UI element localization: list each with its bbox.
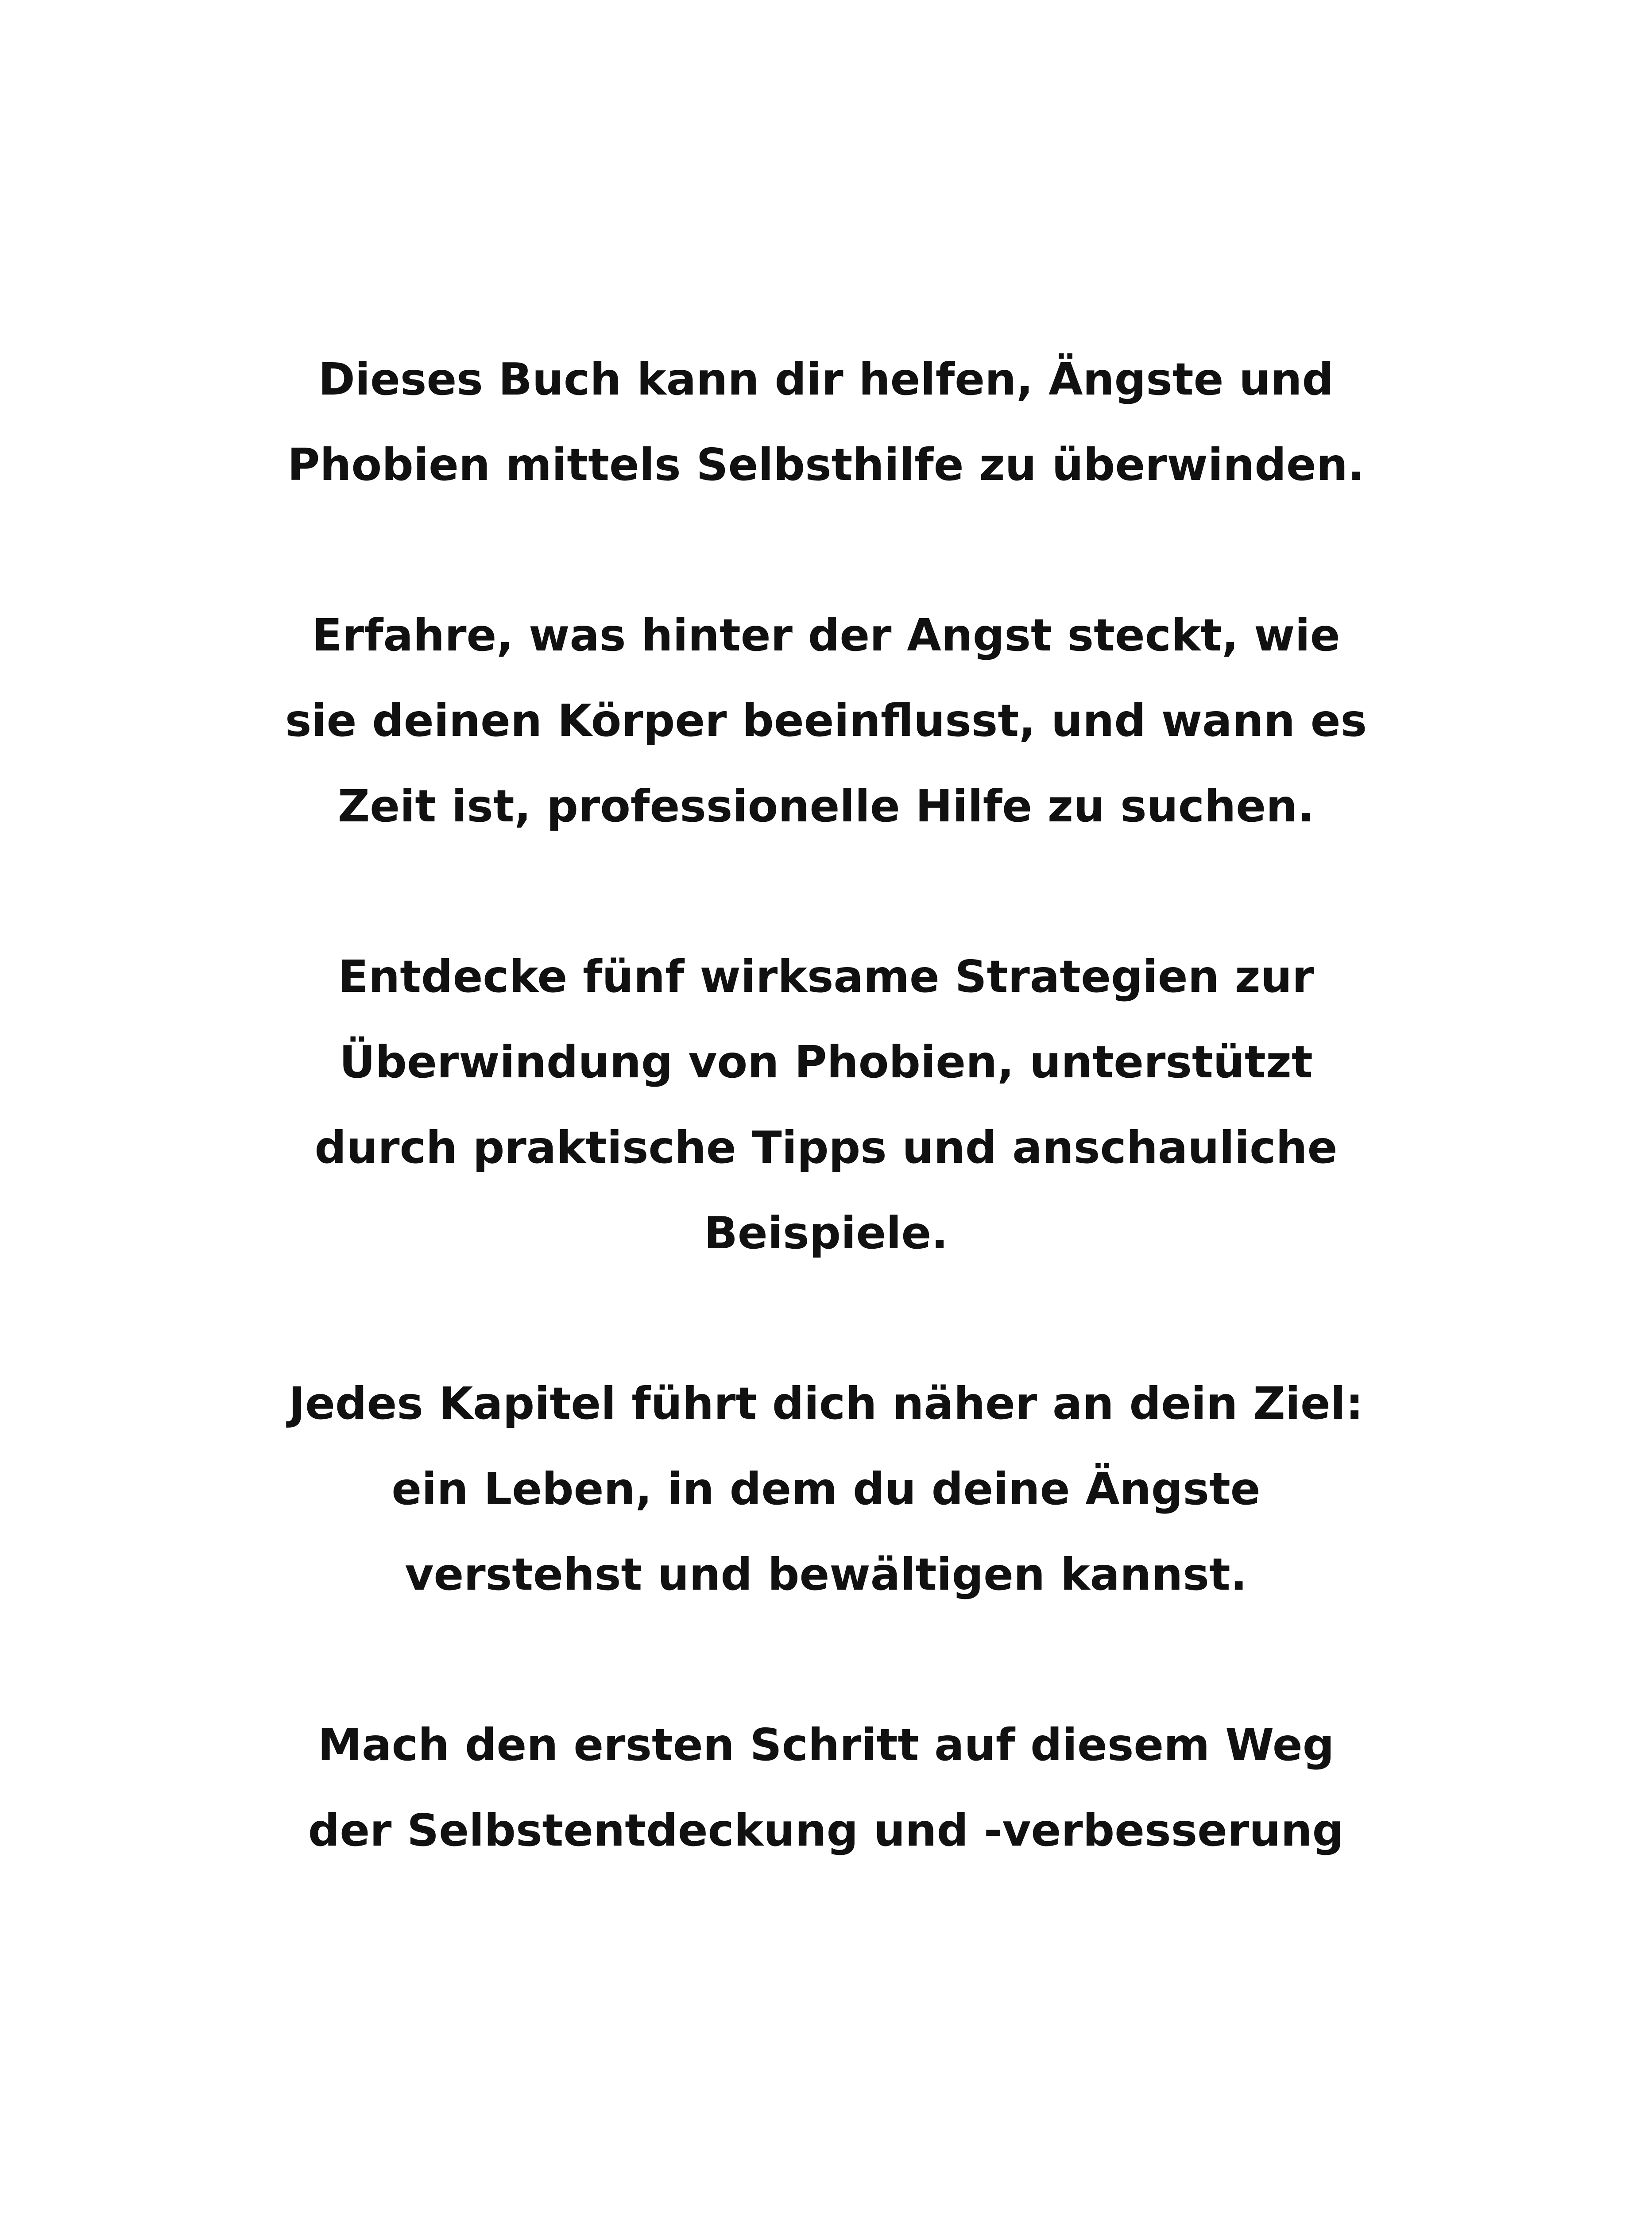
text-line: Entdecke fünf wirksame Strategien zur bbox=[338, 951, 1314, 1002]
text-line: Zeit ist, professionelle Hilfe zu suchen. bbox=[337, 780, 1315, 832]
text-line: Phobien mittels Selbsthilfe zu überwinden. bbox=[287, 439, 1365, 491]
text-line: Dieses Buch kann dir helfen, Ängste und bbox=[318, 353, 1334, 405]
text-line: Mach den ersten Schritt auf diesem Weg bbox=[317, 1719, 1335, 1771]
blurb-text bbox=[0, 337, 1652, 1958]
text-line: Erfahre, was hinter der Angst steckt, wie bbox=[312, 609, 1340, 661]
text-line: Beispiele. bbox=[704, 1207, 948, 1259]
paragraph-chapters bbox=[0, 1361, 1652, 1617]
text-line: Überwindung von Phobien, unterstützt bbox=[339, 1036, 1313, 1088]
text-line: Jedes Kapitel führt dich näher an dein Ziel: bbox=[288, 1378, 1364, 1429]
text-line: der Selbstentdeckung und -verbesserung bbox=[308, 1804, 1344, 1856]
paragraph-call-to-action bbox=[0, 1702, 1652, 1873]
text-line: verstehst und bewältigen kannst. bbox=[405, 1548, 1247, 1600]
text-line: ein Leben, in dem du deine Ängste bbox=[391, 1463, 1261, 1515]
paragraph-understanding bbox=[0, 592, 1652, 849]
text-line: sie deinen Körper beeinflusst, und wann es bbox=[285, 695, 1367, 747]
paragraph-strategies bbox=[0, 934, 1652, 1276]
text-line: durch praktische Tipps und anschauliche bbox=[314, 1122, 1338, 1173]
paragraph-intro bbox=[0, 337, 1652, 507]
